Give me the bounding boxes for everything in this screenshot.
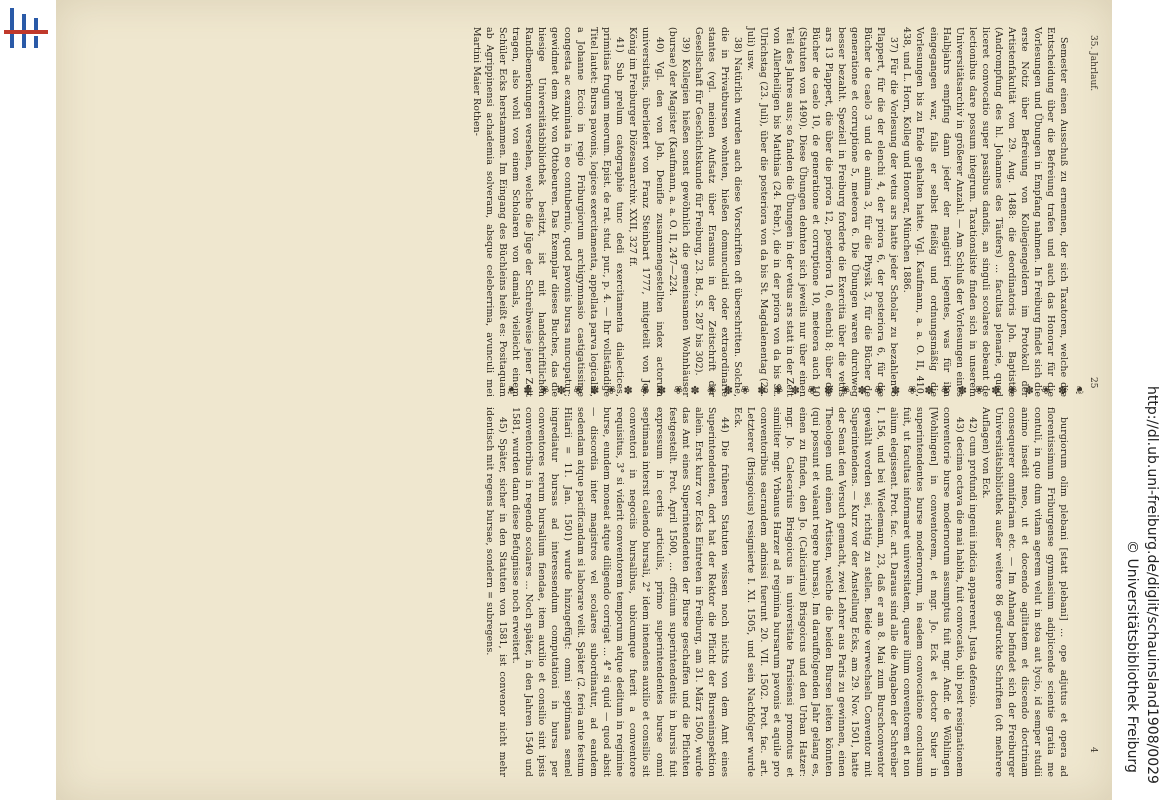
running-header — [1078, 5, 1098, 795]
header-right: 4 — [1088, 747, 1098, 753]
paragraph: 43) decima octava die mai habita, fuit convocatio, ubi post resignationem conventorie burse modernorum assumptus fuit mgr. Andr. de Wöhlingen [Wohlingen] in conventorem, et mgr. Jo. Eck et doctor Suter in superintendentes burse modernorum, in eadem convocatione conclusum fuit, ut facultas informaret universitatem, quare illum conventorem et non alium elegissent. Prot. fac. art. Daraus sind alle die Angaben der Schreiber I, 156, und bei Wiedemann, 23, daß er am 8. Mai zum Burschconventor gewählt worden sei, richtig zu stellen. Beide verwechseln Conventor mit Superintendens. — Kurz vor der Anstellung Ecks, am 29. Nov. 1501, hatte der Senat den Versuch gemacht, zwei Lehrer aus Paris zu gewinnen, einen Theologen und einen Artisten, welche die beiden Bursen leiten könnten (qui possunt et valeant regere bursas). Im darauffolgenden Jahr gelang es, einen zu finden, den Jo. (Caliciarius) Brisgoicus und den Urban Hatzer: mgr. Jo. Calecarius Brisgoicus in universitate Parisiensi promotus et similiter mgr. Vrbanus Harzer ad regimina bursarum pavonis et aquile pro conventoribus eacrandem admissi fuerunt 20. VII. 1502. Prot. fac. art. Letzterer (Brisgoicus) resignierte I. XI. 1505, und sein Nachfolger wurde Eck. — [731, 407, 965, 777]
paragraph: 39) Kollegien hießen sonst gewöhnlich die gemeinsamen Wohnhäuser (bursae) der Magister (Kaufmann, a. a. O. II, 247—224. — [666, 27, 691, 397]
copyright-notice: © Universitätsbibliothek Freiburg — [1124, 540, 1140, 773]
paragraph: 38) Natürlich wurden auch diese Vorschriften oft überschritten. Solche, die in Privatbursen wohnten, hießen domunculati oder extraordinarie stantes (vgl. meinen Aufsatz über Erasmus in der Zeitschrift der Gesellschaft für Geschichtskunde für Freiburg, 23. Bd., S. 287 bis 302). — [692, 27, 743, 397]
paragraph: 41) Sub prelum catographie tunc dedi exercitamenta dialectices, primitias frugum meorum. Epist. de rat. stud. pur., p. 4. — Ihr vollständige Titel lautet: Bursa pavonis, logices exercitamenta, appellata parva logicalia, a Johanne Eccio in regio Friburgiorum archigymnasio castigatissime congesta ac examinata in eo contubernio, quod pavonis bursa nuncupatur; gewidmet dem Abt von Ottobeuren. Das Exemplar dieses Buches, das die hiesige Universitätsbibliothek besitzt, ist mit handschriftlichen Randbemerkungen versehen, welche die Jüge der Schreibweise jener Zeit tragen, also wohl von einem Scholaren von damals, vielleicht einem Schüler Ecks herstammen. Im Eingang des Büchleins heißt es: Positaquam ab Agrippinensi achademia solveram, absque celeberrima, avunculi mei Martini Maier Rothen- — [470, 27, 626, 397]
right-text-column — [483, 407, 1070, 777]
header-left: 35. Jahrlauf. — [1088, 35, 1098, 92]
left-text-column — [470, 27, 1070, 397]
paragraph: 40) Vgl. den von Joh. Denifle zusammengestellten index actorum universitatis, überliefert von Franz Steinbart 1777, mitgeteilt von Jos. König im Freiburger Diözesanarchiv. XXII, 327 ff. — [627, 27, 665, 397]
ornament-border: ❦ ✽ ❀ ✽ ❀ ✽ ❀ ✽ ❀ ✽ ❀ ✽ ❀ ✽ ❀ ✽ ❀ ✽ ❀ ✽ ❀ ✽ ❀ ✽ ❀ ✽ ❀ ✽ ❀ ✽ ❀ ✽ ❀ ✽ ❦ — [504, 383, 1084, 396]
ornament-divider — [44, 378, 1084, 396]
paragraph: Semester einen Ausschuß zu ernennen, der sich Taxatoren, welche die Entscheidung über die Befreiung trafen und auch das Honorar für die Vorlesungen und Übungen in Empfang nahmen. In Freiburg findet sich die erste Notiz über Befreiung von Kollegiengeldern im Protokoll der Artistenfakultät von 29. Aug. 1488: die deordinatoris Joh. Baptistae (Andrompfung des hl. Johannes des Täufers) ... facultas plenarie, quod liceret convocatio super passibus dandis, an singuli scolares debeant de lectionibus dare possum integrum. Taxationsliste finden sich in unserem Universitätsarchiv in größerer Anzahl. — Am Schluß der Vorlesungen eines Halbjahrs empfing dann jeder der magistri legentes, was für ihn eingegangen war, falls er selbst fleißig und ordnungsmäßig die Vorlesungen bis zu Ende gehalten hatte. Vgl. Kaufmann, a. a. O. II, 410, 438, und L. Horn, Kolleg und Honorar, München 1886. — [901, 27, 1069, 397]
paragraph: 42) cum profundi ingenii indicia apparerent. Justa defensio. — [966, 417, 978, 708]
library-logo — [4, 8, 50, 48]
paragraph: burgiorum olim plebani [statt plebani] ... ope adjutus et opera ad florentissimum Friburgense gymnasium adiplicende scientie gratia me contuli, in quo dum vitam agerem velut in stoa aut lycio, id semper studii animo insedit meo, ut et docendo agilitatem et discendo doctrinam consequerer omnifariam etc. — Im Anhang befindet sich der Freiburger Universitätsbibliothek außer weitere 86 gedruckte Schriften (oft mehrere Auflagen) von Eck. — [979, 407, 1069, 777]
page-number: 25 — [1088, 377, 1098, 389]
scanned-page — [56, 0, 1112, 800]
paragraph: 45) Später, sicher in den Statuten von 1581, ist convenor nicht mehr identisch mit regens bursae, sondern = subregens. — [483, 407, 508, 777]
paragraph: 37) Für die Vorlesung der vetus ars hatte jeder Scholar zu bezahlen 6 Plappert, für die der elenchi 4, der priora 6, der posteriora 6, für die Bücher de caelo 3 und de anima 3, für die Physik 3, für die Bücher de generatione et corruptione 5, meteora 6. Die Übungen waren durchweg besser bezahlt. Speziell in Freiburg forderte die Exercitia über die vetus ars 13 Plappert, die über die priora 12, posteriora 10, elenchi 8; über die Bücher de caelo 10, de generatione et corruptione 10, meteora auch 10 (Statuten von 1490). Diese Übungen dehnten sich jeweils nur über einen Teil des Jahres aus; so fanden die Übungen in der vetus ars statt in der Zeit von Allerheiligen bis Matthias (24. Febr.), die in der priora von da bis St. Ulrichstag (23. Juli), über die posteriora von da bis St. Magdalenentag (22. Juli) usw. — [744, 27, 900, 397]
side-margin — [1112, 0, 1168, 800]
paragraph: 44) Die früheren Statuten wissen noch nichts von dem Amt eines Superintendenten, dort hat der Rektor die Pflicht der Burseninspektion allein. Erst kurz vor Ecks Eintreten in Freiburg, am 31. März 1500, wurde das Amt eines Superintendenten der Burse geschaffen und die Pflichten festgestellt. Prot. April 1500, ... officium superintendentis in bursis fuit expressum in certis articulis, primo superintendentes burse omni septimana intersit calendo bursali, 2° idem intendens auxilio et consilio sit conventori in negociis bursalibus, ubicumque fuerit a conventore requisitus, 3° si viderit conventorem temporum atque deditum in regimine burse, eundem moneat atque diligendo corrigat ... 4° si quid — quod absit — discordia inter magistros vel scolares subordinatur, ad eandem sedendam atque pacificandam si laborare velit. Später (2. feria ante festum Hilarii = 11. Jan. 1501) wurde hinzugefügt: omni septimana semel ingrediatur bursas ad interessendum computationi in bursa per conventores rerum bursalium fiendae, item auxilio et consilio sint ipsis conventoribus in regendo scolares ... Noch später, in den Jahren 1540 und 1581, wurden dann diese Befugnisse noch erweitert. — [510, 407, 730, 777]
rotated-page-content — [64, 5, 1104, 795]
source-url[interactable]: http://dl.ub.uni-freiburg.de/diglit/schauinsland1908/0029 — [1144, 386, 1160, 784]
